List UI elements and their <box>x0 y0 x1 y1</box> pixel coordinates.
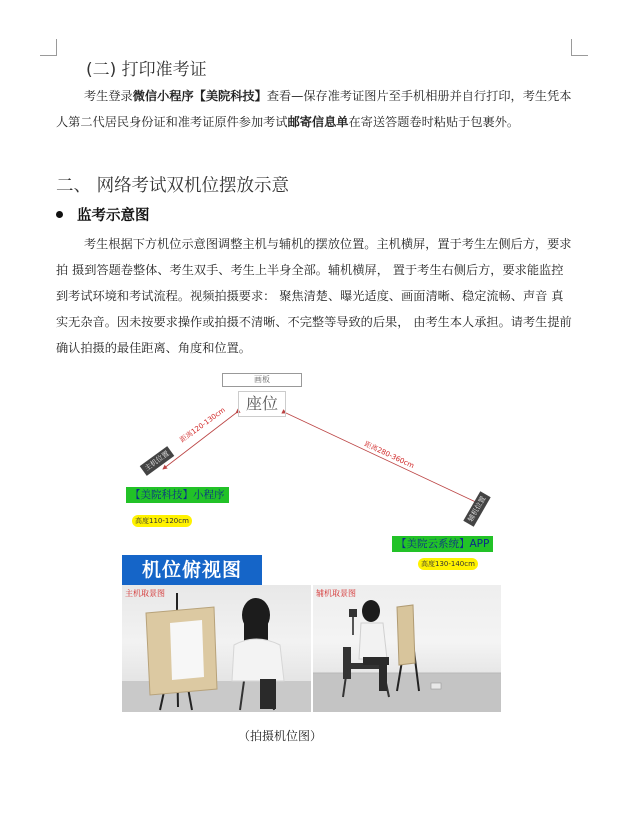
para1-text-1: 考生登录 <box>84 89 133 103</box>
diagram-lines <box>0 365 626 555</box>
bullet-heading <box>56 204 150 225</box>
para1-bold-1: 微信小程序【美院科技】 <box>132 89 267 103</box>
aux-app-tag: 【美院云系统】APP <box>392 536 493 552</box>
aux-camera-icon: 辅机位置 <box>463 491 490 526</box>
bullet-label: 监考示意图 <box>77 208 150 224</box>
aux-camera-photo <box>313 585 501 712</box>
main-camera-photo <box>122 585 311 712</box>
aux-photo-scene-icon <box>313 585 501 712</box>
aux-height-tag: 高度130-140cm <box>418 558 478 570</box>
section-heading: 二、 网络考试双机位摆放示意 <box>56 176 290 196</box>
main-camera-icon: 主机位置 <box>140 446 175 476</box>
arrow-aux-camera <box>286 413 480 504</box>
drawing-board-box: 画板 <box>222 373 302 387</box>
bullet-dot-icon <box>56 211 63 218</box>
page-corner-mark-right <box>571 39 588 56</box>
paragraph-instructions: 考生根据下方机位示意图调整主机与辅机的摆放位置。主机横屏，置于考生左侧后方，要求拍 摄到答题卷整体、考生双手、考生上半身全部。辅机横屏， 置于考生右侧后方，要求能监控到考试环境和考试流程。视频拍摄要求： 聚焦清楚、曝光适度、画面清晰、稳定流畅、声音 真实无杂音。因未按要求操作或拍摄不清晰、不完整等导致的后果， 由考生本人承担。请考生提前确认拍摄的最佳距离、角度和位置。 <box>56 237 572 355</box>
aux-photo-label: 辅机取景图 <box>316 589 356 598</box>
section-subheading: (二) 打印准考证 <box>86 60 207 80</box>
main-height-tag: 高度110-120cm <box>132 515 192 527</box>
seat-box: 座位 <box>238 391 286 417</box>
page-corner-mark-left <box>40 39 57 56</box>
para1-text-3: 在寄送答题卷时粘贴于包裹外。 <box>348 115 520 129</box>
para1-text-2: 查看—保存准考证图片至手机相册并自行打印，考生凭本人第二代居民身份证和准考证原件参加考试 <box>56 89 572 129</box>
distance-label-main: 距离120-130cm <box>178 406 227 445</box>
paragraph-admission-ticket <box>56 83 576 135</box>
distance-label-aux: 距离280-360cm <box>363 440 416 471</box>
photo-section-title: 机位俯视图 <box>122 555 262 585</box>
main-photo-scene-icon <box>122 585 311 712</box>
figure-caption: （拍摄机位图） <box>238 729 323 743</box>
camera-placement-diagram <box>0 365 626 555</box>
para1-bold-2: 邮寄信息单 <box>287 115 349 129</box>
main-app-tag: 【美院科技】小程序 <box>126 487 229 503</box>
main-photo-label: 主机取景图 <box>125 589 165 598</box>
